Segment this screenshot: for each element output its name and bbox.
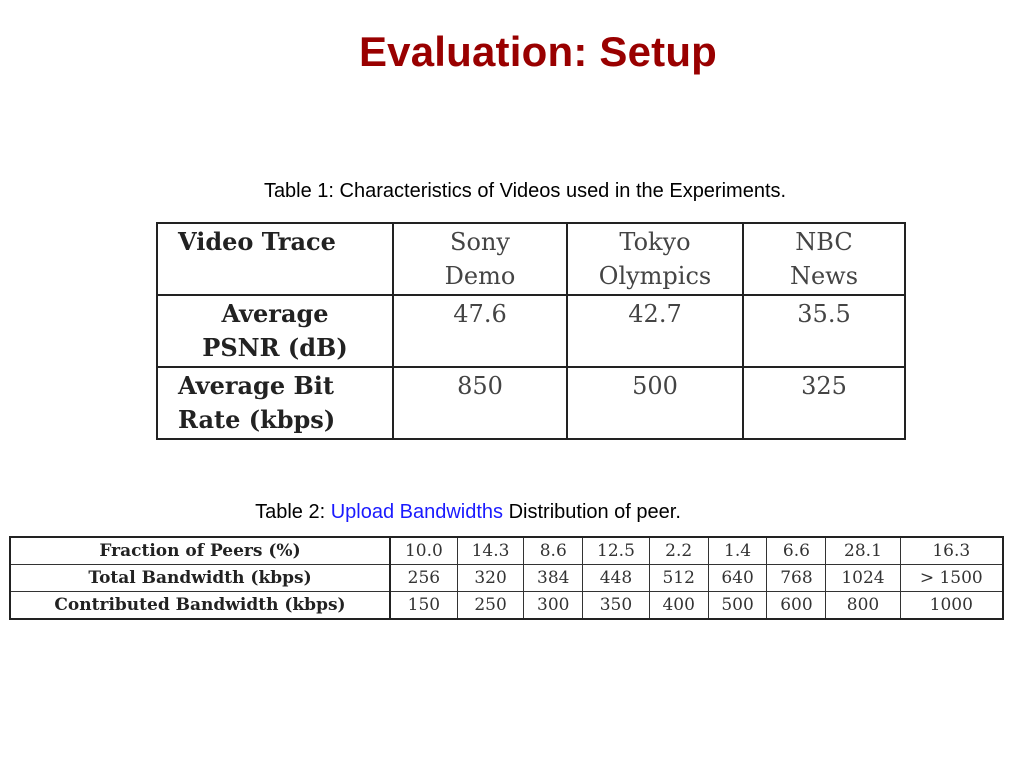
table-cell: 1000 — [900, 592, 1003, 620]
upload-bandwidth-table — [9, 536, 1004, 620]
table-row — [157, 295, 905, 367]
caption-prefix: Table 2: — [255, 501, 331, 523]
table-row — [157, 367, 905, 439]
table-cell: 150 — [390, 592, 457, 620]
row-label-line2: PSNR (dB) — [202, 333, 348, 362]
video-characteristics-table — [156, 222, 906, 440]
table-row — [10, 592, 1003, 620]
table-cell: 600 — [767, 592, 826, 620]
table-cell: 6.6 — [767, 537, 826, 565]
table-row — [10, 565, 1003, 592]
table-cell: 10.0 — [390, 537, 457, 565]
table-cell: 300 — [524, 592, 583, 620]
caption-highlight: Upload Bandwidths — [330, 501, 504, 523]
row-label-line1: Average — [221, 299, 329, 328]
table-cell: 1024 — [826, 565, 900, 592]
table-cell: 14.3 — [457, 537, 524, 565]
row-label-cell — [157, 367, 393, 439]
table-cell: 850 — [393, 367, 567, 439]
table-cell: 2.2 — [649, 537, 708, 565]
table-cell: 256 — [390, 565, 457, 592]
table-cell: 512 — [649, 565, 708, 592]
caption-suffix: Distribution of peer. — [503, 501, 681, 523]
table-row — [157, 223, 905, 295]
row-label-line2: Rate (kbps) — [178, 405, 336, 434]
table-cell: 500 — [567, 367, 743, 439]
column-label-line1: Sony — [450, 228, 510, 256]
row-label-cell: Total Bandwidth (kbps) — [10, 565, 390, 592]
table-cell: 350 — [583, 592, 650, 620]
table-cell: 768 — [767, 565, 826, 592]
table-cell: 8.6 — [524, 537, 583, 565]
table-cell: 400 — [649, 592, 708, 620]
column-label-line2: News — [789, 262, 859, 290]
table-cell: 250 — [457, 592, 524, 620]
table-cell: > 1500 — [900, 565, 1003, 592]
row-label-cell: Fraction of Peers (%) — [10, 537, 390, 565]
column-label-line1: NBC — [795, 228, 853, 256]
table-cell: 320 — [457, 565, 524, 592]
table-cell: 47.6 — [393, 295, 567, 367]
table-cell: 500 — [708, 592, 767, 620]
table2-caption — [0, 501, 936, 524]
row-label-cell — [157, 295, 393, 367]
table-cell: 800 — [826, 592, 900, 620]
table-cell: 1.4 — [708, 537, 767, 565]
column-label-line2: Demo — [444, 262, 516, 290]
table-cell: 42.7 — [567, 295, 743, 367]
column-label-line2: Olympics — [598, 262, 712, 290]
table-header-cell — [157, 223, 393, 295]
table-cell: 16.3 — [900, 537, 1003, 565]
table-cell: 35.5 — [743, 295, 905, 367]
table-header-cell — [393, 223, 567, 295]
column-label-line1: Tokyo — [619, 228, 691, 256]
table-header-cell — [743, 223, 905, 295]
row-label-line1: Average Bit — [178, 371, 334, 400]
slide-title: Evaluation: Setup — [358, 28, 718, 75]
table-cell: 448 — [583, 565, 650, 592]
table1-caption: Table 1: Characteristics of Videos used in the Experiments. — [263, 180, 787, 202]
table-cell: 325 — [743, 367, 905, 439]
table-cell: 384 — [524, 565, 583, 592]
table-cell: 640 — [708, 565, 767, 592]
table-row — [10, 537, 1003, 565]
table-cell: 28.1 — [826, 537, 900, 565]
table-header-cell — [567, 223, 743, 295]
row-label-cell: Contributed Bandwidth (kbps) — [10, 592, 390, 620]
table-cell: 12.5 — [583, 537, 650, 565]
header-label: Video Trace — [178, 227, 336, 256]
